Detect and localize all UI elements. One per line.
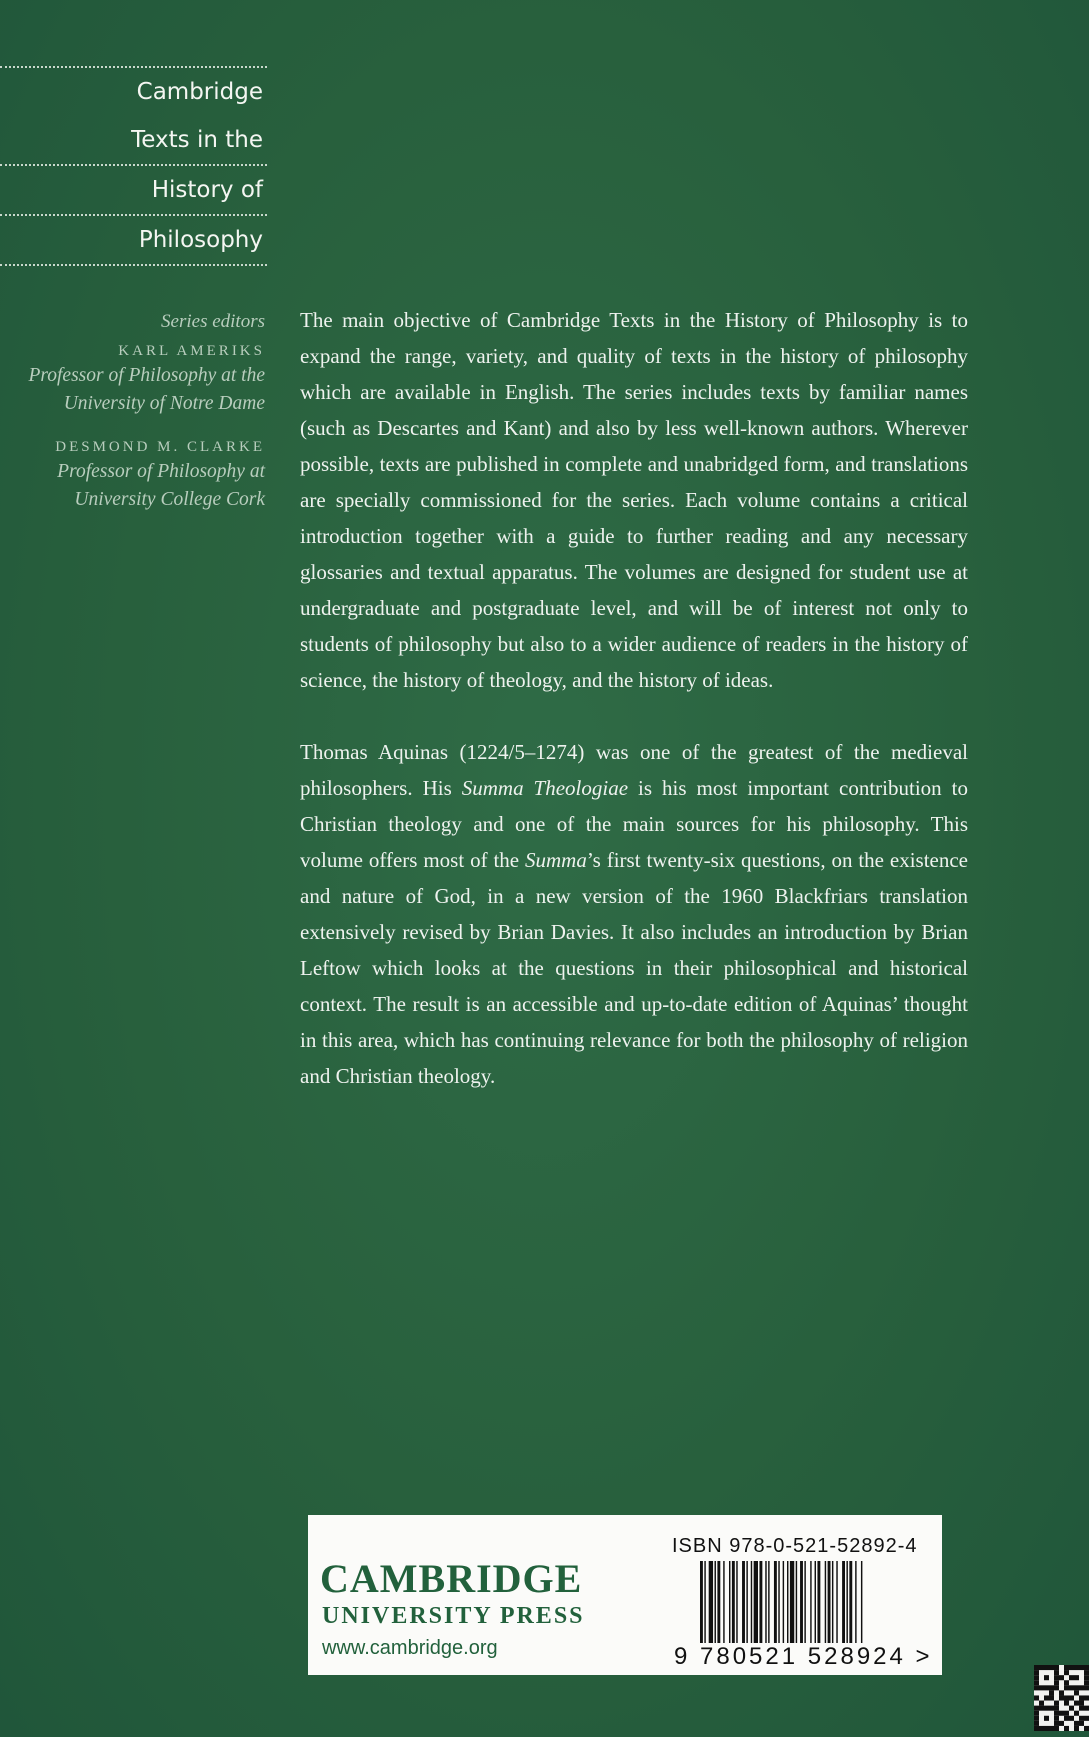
series-title-line: Cambridge — [136, 79, 263, 105]
series-description: The main objective of Cambridge Texts in the History of Philosophy is to expand the range, variety, and quality of texts in the history of philosophy which are available in English. The series includes texts by familiar names (such as Descartes and Kant) and also by less well-known authors. Wherever possible, texts are published in complete and unabridged form, and translations are specially commissioned for the series. Each volume contains a critical introduction together with a guide to further reading and any necessary glossaries and textual apparatus. The volumes are designed for student use at undergraduate and postgraduate level, and will be of interest not only to students of philosophy but also to a wider audience of readers in the history of science, the history of theology, and the history of ideas. — [300, 308, 968, 692]
editor-affiliation: Professor of Philosophy at the University of Notre Dame — [28, 365, 265, 414]
editors-heading: Series editors — [161, 311, 265, 332]
barcode-digits: 9 780521 528924 > — [674, 1643, 933, 1670]
series-title — [0, 66, 267, 266]
blurb — [300, 302, 968, 1130]
editor-name: DESMOND M. CLARKE — [55, 439, 265, 455]
isbn-number: ISBN 978-0-521-52892-4 — [672, 1535, 918, 1557]
book-title-summa-theologiae: Summa Theologiae — [461, 776, 629, 800]
book-title-summa: Summa — [525, 848, 587, 872]
editor-name: KARL AMERIKS — [118, 343, 265, 359]
qr-code — [1034, 1665, 1089, 1731]
editor-affiliation: Professor of Philosophy at University College Cork — [57, 461, 265, 510]
book-description: Thomas Aquinas (1224/5–1274) was one of the greatest of the medieval philosophers. His Summa Theologiae is his most important contribution to Christian theology and one of the main sources for his philosophy. This volume offers most of the Summa’s first twenty-six questions, on the existence and nature of God, in a new version of the 1960 Blackfriars translation extensively revised by Brian Davies. It also includes an introduction by Brian Leftow which looks at the questions in their philosophical and historical context. The result is an accessible and up-to-date edition of Aquinas’ thought in this area, which has continuing relevance for both the philosophy of religion and Christian theology. — [300, 740, 968, 1088]
series-title-line: Philosophy — [138, 227, 263, 253]
series-title-line: History of — [151, 177, 263, 203]
series-editors — [0, 308, 265, 514]
publisher-subtitle: UNIVERSITY PRESS — [322, 1603, 585, 1629]
series-title-line: Texts in the — [131, 127, 263, 153]
dotted-divider — [0, 264, 267, 266]
publisher-name: CAMBRIDGE — [320, 1556, 583, 1601]
publisher-url: www.cambridge.org — [322, 1637, 498, 1659]
publisher-label — [308, 1515, 942, 1675]
